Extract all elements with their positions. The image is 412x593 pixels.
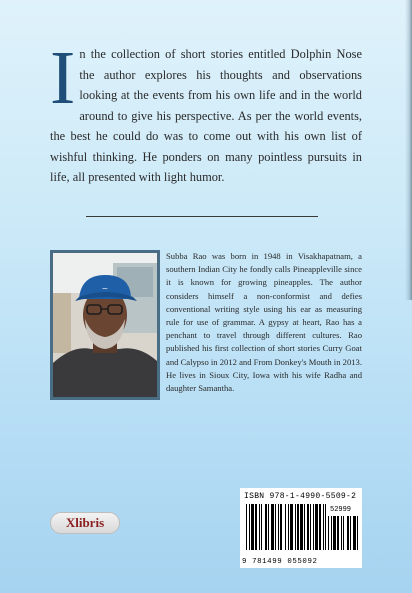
section-divider bbox=[86, 216, 318, 217]
svg-text:~: ~ bbox=[101, 284, 109, 293]
publisher-name: Xlibris bbox=[65, 515, 105, 530]
author-photo bbox=[50, 250, 160, 400]
back-cover-blurb bbox=[50, 36, 362, 188]
spine-edge bbox=[405, 0, 412, 300]
barcode-number: 9 781499 055092 bbox=[242, 558, 318, 566]
isbn-label: ISBN 978-1-4990-5509-2 bbox=[244, 492, 357, 501]
barcode-addon-icon bbox=[328, 516, 358, 550]
publisher-logo bbox=[50, 512, 120, 534]
price-code: 52999 bbox=[330, 506, 352, 514]
author-portrait-image bbox=[53, 253, 157, 397]
isbn-barcode bbox=[240, 488, 362, 568]
barcode-main-icon bbox=[246, 504, 326, 550]
drop-cap: I bbox=[50, 36, 76, 120]
blurb-text: n the collection of short stories entitled Dolphin Nose the author explores his thoughts and observations looking at the events from his own life and in the world around to give his perspective. As per the world events, the best he could do was to come out with his own list of wishful thinking. He ponders on many pointless pursuits in life, all presented with light humor. bbox=[50, 47, 362, 184]
author-bio: Subba Rao was born in 1948 in Visakhapatnam, a southern Indian City he fondly calls Pineappleville since it is known for growing pineapples. The author considers himself a non-conformist and defies conventional writing style using his ear as measuring rule for use of grammar. A gypsy at heart, Rao has a penchant to travel through different cultures. Rao published his first collection of short stories Curry Goat and Calypso in 2012 and From Donkey's Mouth in 2013. He lives in Sioux City, Iowa with his wife Radha and daughter Samantha. bbox=[166, 251, 362, 394]
